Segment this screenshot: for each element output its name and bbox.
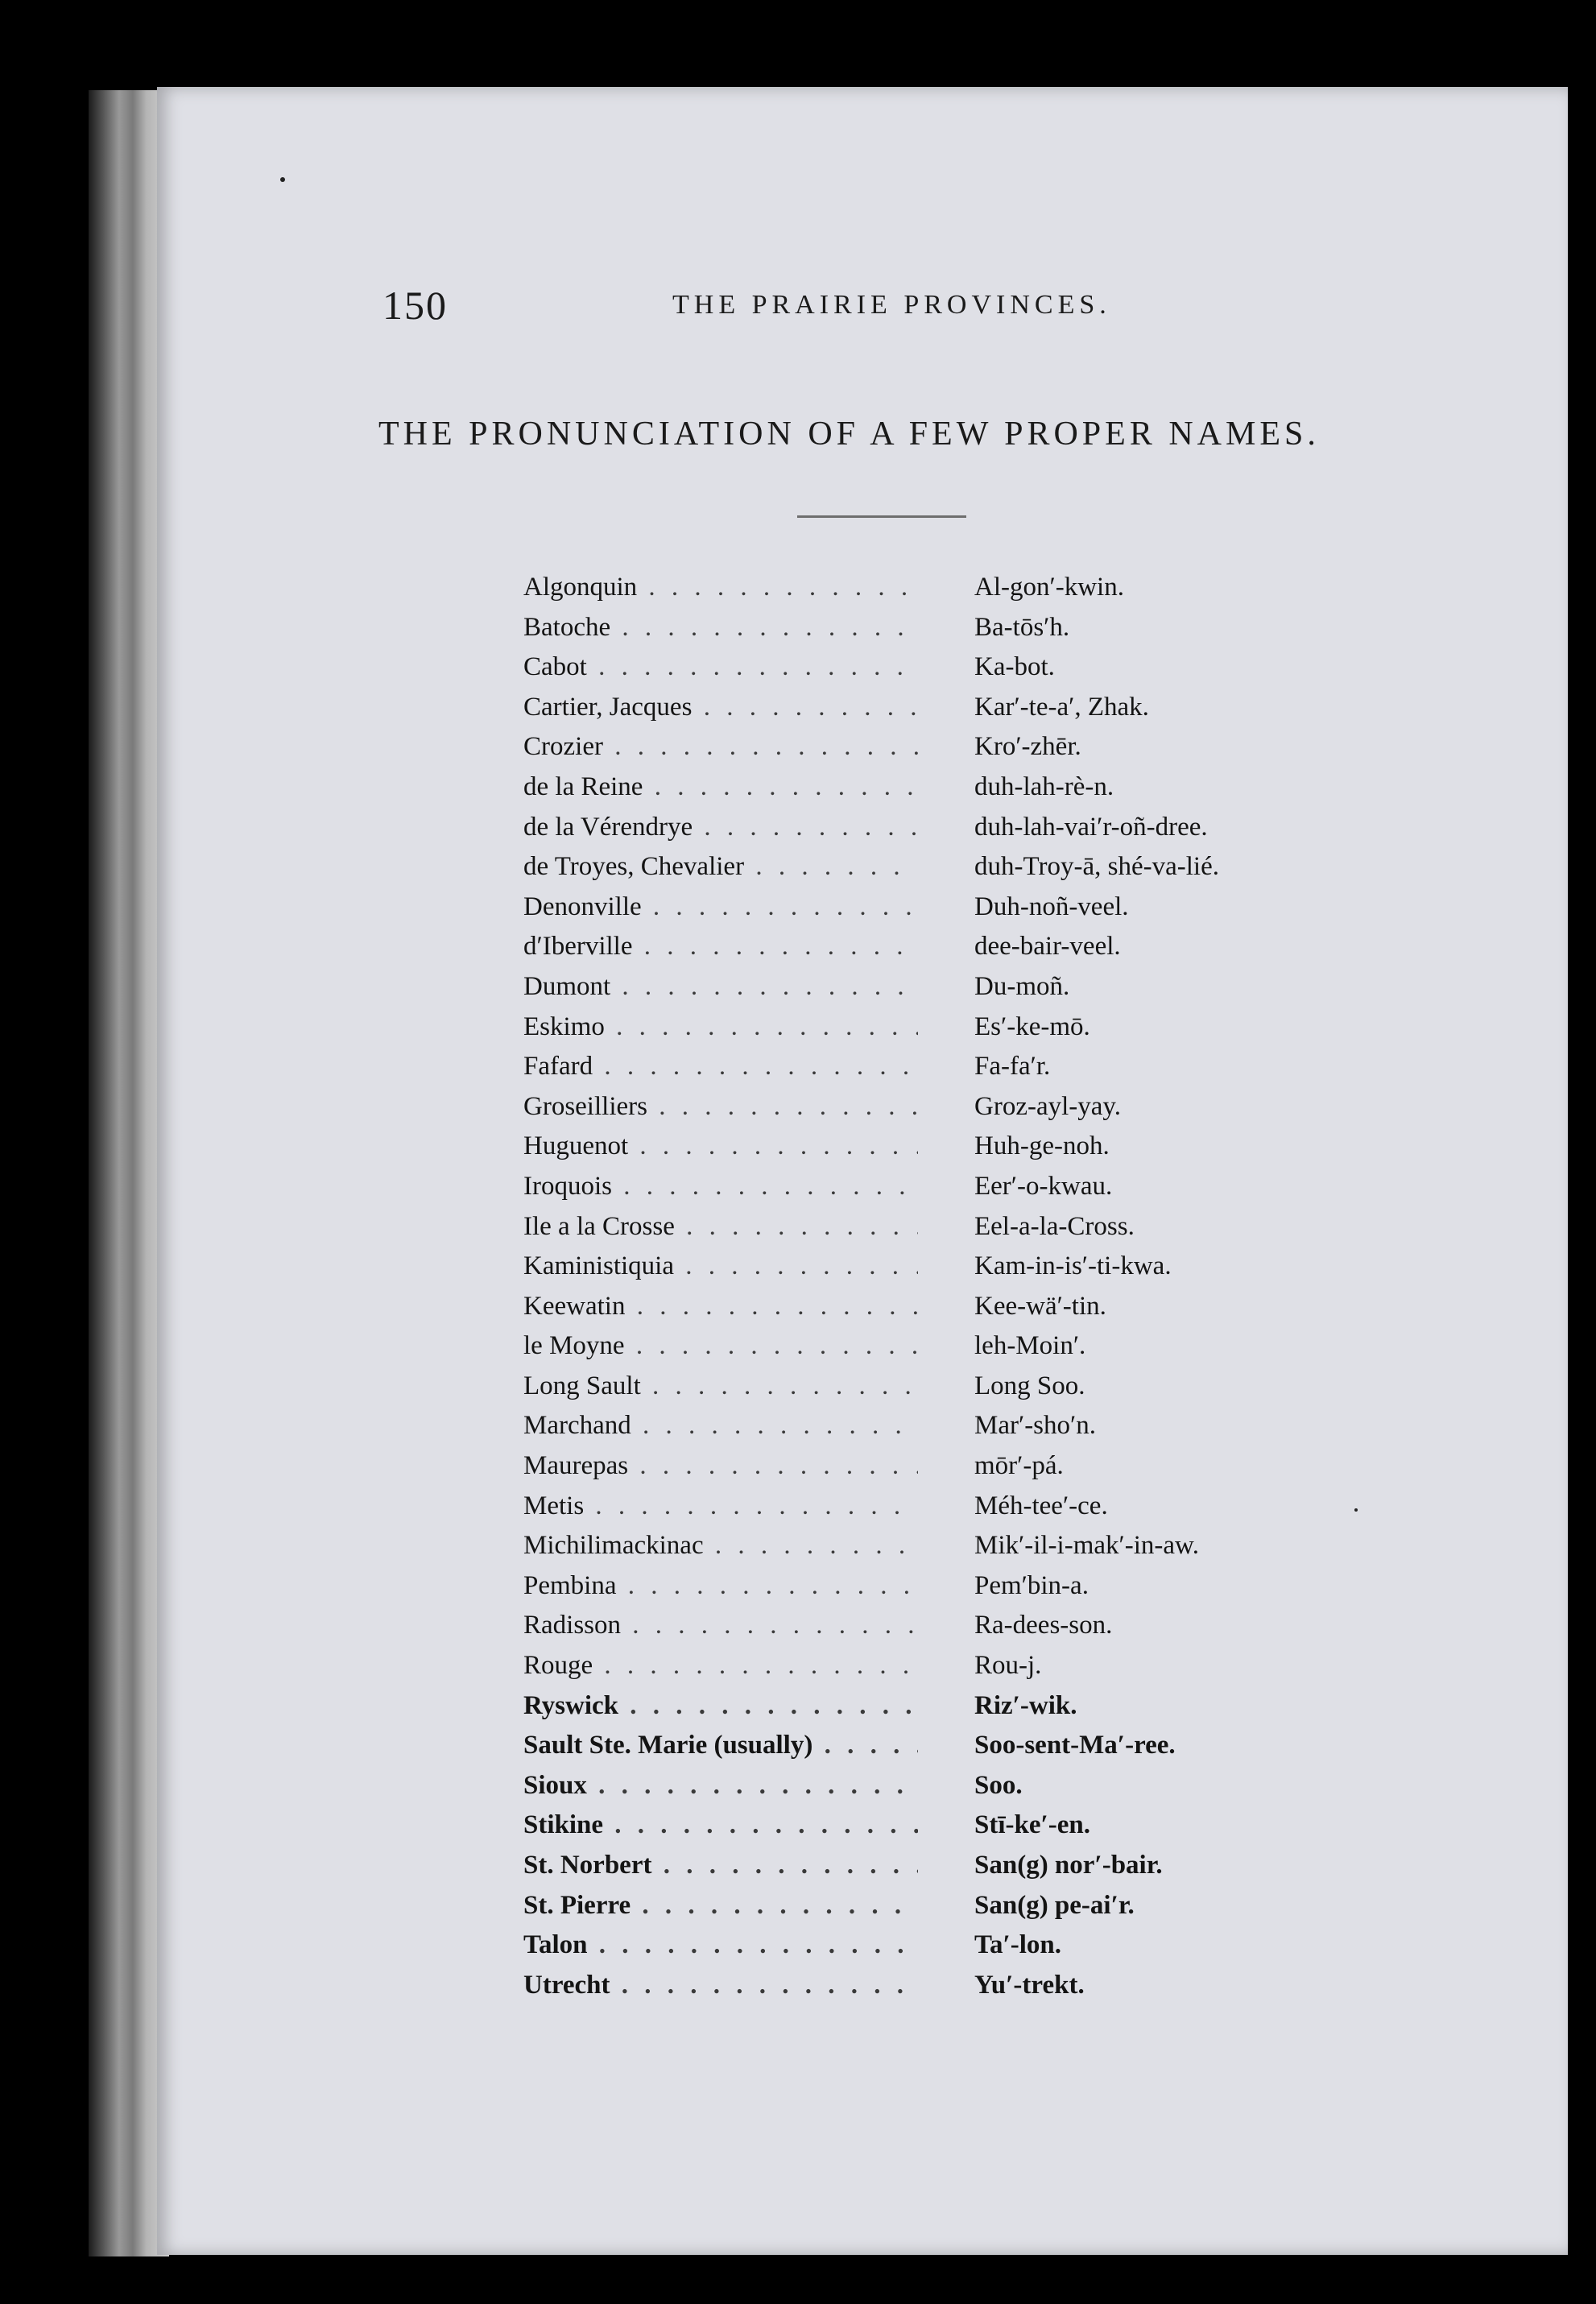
- page-header: [0, 282, 1596, 330]
- proper-name: Keewatin . . .: [523, 1287, 918, 1327]
- paper-speck: [1354, 1508, 1358, 1512]
- list-item: [523, 1287, 1329, 1327]
- list-item: [523, 1087, 1329, 1127]
- list-item: [523, 1207, 1329, 1247]
- list-item: [523, 1127, 1329, 1167]
- list-item: [523, 1326, 1329, 1367]
- paper-speck: [280, 177, 285, 182]
- list-item: [523, 1926, 1329, 1966]
- proper-name: Metis . . .: [523, 1487, 918, 1527]
- pronunciation: Kam-in-is′-ti-kwa.: [974, 1251, 1172, 1281]
- pronunciation: Soo.: [974, 1770, 1023, 1800]
- pronunciation: Du-moñ.: [974, 971, 1070, 1001]
- pronunciation: dee-bair-veel.: [974, 932, 1121, 962]
- pronunciation: leh-Moin′.: [974, 1331, 1086, 1361]
- proper-name: Iroquois . . .: [523, 1167, 918, 1207]
- pronunciation: duh-lah-vai′r-oñ-dree.: [974, 812, 1208, 842]
- list-item: [523, 568, 1329, 608]
- proper-name: Rouge . . .: [523, 1646, 918, 1686]
- pronunciation: Stī-ke′-en.: [974, 1810, 1091, 1840]
- proper-name: Ryswick . . .: [523, 1686, 918, 1727]
- pronunciation: Es′-ke-mō.: [974, 1011, 1090, 1041]
- list-item: [523, 1487, 1329, 1527]
- proper-name: Ile a la Crosse . . .: [523, 1207, 918, 1247]
- pronunciation: Kee-wä′-tin.: [974, 1291, 1106, 1321]
- pronunciation: Ra-dees-son.: [974, 1611, 1113, 1640]
- list-item: [523, 1606, 1329, 1646]
- proper-name: Sioux . . .: [523, 1766, 918, 1806]
- pronunciation: Eer′-o-kwau.: [974, 1171, 1113, 1201]
- pronunciation: Rou-j.: [974, 1651, 1042, 1681]
- list-item: [523, 1446, 1329, 1487]
- proper-name: Utrecht . . .: [523, 1966, 918, 2006]
- list-item: [523, 1566, 1329, 1607]
- proper-name: de la Reine . . .: [523, 767, 918, 808]
- proper-name: Kaministiquia . . .: [523, 1247, 918, 1287]
- proper-name: St. Pierre . . .: [523, 1886, 918, 1926]
- proper-name: Radisson . . .: [523, 1606, 918, 1646]
- running-head: THE PRAIRIE PROVINCES.: [672, 290, 1111, 320]
- pronunciation: Mar′-sho′n.: [974, 1411, 1096, 1441]
- list-item: [523, 887, 1329, 928]
- proper-name: Groseilliers . . .: [523, 1087, 918, 1127]
- pronunciation: Fa-fa′r.: [974, 1052, 1051, 1082]
- pronunciation: Yu′-trekt.: [974, 1970, 1085, 2000]
- proper-name: Cabot . . .: [523, 647, 918, 688]
- pronunciation: Kro′-zhēr.: [974, 732, 1081, 762]
- list-item: [523, 1406, 1329, 1446]
- pronunciation: Duh-noñ-veel.: [974, 891, 1129, 921]
- list-item: [523, 1526, 1329, 1566]
- list-item: [523, 1646, 1329, 1686]
- pronunciation: mōr′-pá.: [974, 1451, 1064, 1481]
- pronunciation: San(g) nor′-bair.: [974, 1851, 1163, 1880]
- list-item: [523, 1846, 1329, 1886]
- list-item: [523, 1726, 1329, 1766]
- list-item: [523, 967, 1329, 1007]
- pronunciation: Méh-tee′-ce.: [974, 1491, 1108, 1520]
- pronunciation: Huh-ge-noh.: [974, 1131, 1110, 1161]
- pronunciation: Soo-sent-Ma′-ree.: [974, 1731, 1176, 1760]
- pronunciation: duh-lah-rè-n.: [974, 771, 1114, 801]
- proper-name: Michilimackinac . . .: [523, 1526, 918, 1566]
- list-item: [523, 808, 1329, 848]
- proper-name: Cartier, Jacques . . .: [523, 688, 918, 728]
- proper-name: St. Norbert . . .: [523, 1846, 918, 1886]
- proper-name: Batoche . . .: [523, 608, 918, 648]
- proper-name: Crozier . . .: [523, 727, 918, 767]
- list-item: [523, 1247, 1329, 1287]
- list-item: [523, 688, 1329, 728]
- title-rule: [797, 515, 966, 518]
- proper-name: Algonquin . . .: [523, 568, 918, 608]
- pronunciation: Ka-bot.: [974, 652, 1055, 682]
- proper-name: Dumont . . .: [523, 967, 918, 1007]
- pronunciation: Ba-tōs′h.: [974, 612, 1070, 642]
- proper-name: Long Sault . . .: [523, 1367, 918, 1407]
- proper-name: de Troyes, Chevalier . . .: [523, 847, 918, 887]
- list-item: [523, 1007, 1329, 1048]
- list-item: [523, 1766, 1329, 1806]
- pronunciation: Groz-ayl-yay.: [974, 1091, 1122, 1121]
- pronunciation: duh-Troy-ā, shé-va-lié.: [974, 852, 1219, 882]
- proper-name: Eskimo . . .: [523, 1007, 918, 1048]
- proper-name: Stikine . . .: [523, 1806, 918, 1846]
- pronunciation-list: [523, 568, 1329, 2005]
- proper-name: Fafard . . .: [523, 1047, 918, 1087]
- proper-name: Maurepas . . .: [523, 1446, 918, 1487]
- proper-name: le Moyne . . .: [523, 1326, 918, 1367]
- proper-name: Marchand . . .: [523, 1406, 918, 1446]
- pronunciation: Al-gon′-kwin.: [974, 573, 1124, 602]
- list-item: [523, 1686, 1329, 1727]
- pronunciation: San(g) pe-ai′r.: [974, 1890, 1135, 1920]
- proper-name: Sault Ste. Marie (usually) . . .: [523, 1726, 918, 1766]
- list-item: [523, 1886, 1329, 1926]
- list-item: [523, 727, 1329, 767]
- pronunciation: Riz′-wik.: [974, 1690, 1077, 1720]
- pronunciation: Eel-a-la-Cross.: [974, 1211, 1135, 1241]
- list-item: [523, 1167, 1329, 1207]
- proper-name: de la Vérendrye . . .: [523, 808, 918, 848]
- proper-name: Denonville . . .: [523, 887, 918, 928]
- proper-name: Talon . . .: [523, 1926, 918, 1966]
- page-number: 150: [382, 283, 448, 328]
- list-item: [523, 1367, 1329, 1407]
- pronunciation: Pem′bin-a.: [974, 1570, 1089, 1600]
- pronunciation: Mik′-il-i-mak′-in-aw.: [974, 1531, 1199, 1561]
- pronunciation: Ta′-lon.: [974, 1930, 1062, 1960]
- list-item: [523, 647, 1329, 688]
- pronunciation: Long Soo.: [974, 1371, 1085, 1400]
- list-item: [523, 608, 1329, 648]
- list-item: [523, 1047, 1329, 1087]
- section-title: THE PRONUNCIATION OF A FEW PROPER NAMES.: [378, 416, 1320, 453]
- list-item: [523, 1966, 1329, 2006]
- proper-name: d′Iberville . . .: [523, 927, 918, 967]
- list-item: [523, 927, 1329, 967]
- proper-name: Huguenot . . .: [523, 1127, 918, 1167]
- list-item: [523, 767, 1329, 808]
- list-item: [523, 847, 1329, 887]
- proper-name: Pembina . . .: [523, 1566, 918, 1607]
- list-item: [523, 1806, 1329, 1846]
- pronunciation: Kar′-te-a′, Zhak.: [974, 692, 1149, 722]
